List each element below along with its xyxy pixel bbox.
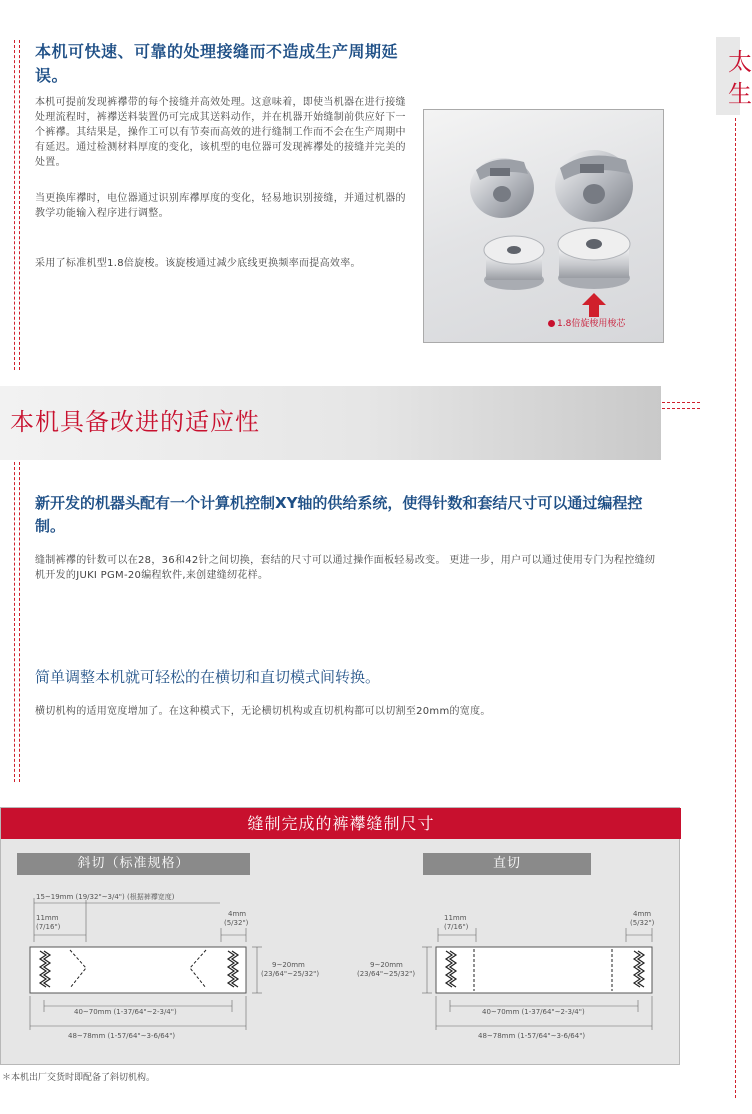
next-page-tab-char1: 太 [728, 48, 752, 76]
left-dim-width-inner: 40~70mm (1-37/64"~2-3/4") [74, 1008, 177, 1016]
bobbin-illustration [424, 110, 663, 342]
section1-para2: 当更换库襻时，电位器通过识别库襻厚度的变化，轻易地识别接缝，并通过机器的教学功能输入程序进行调整。 [35, 193, 406, 219]
guide-dash-left-mid-a [14, 462, 15, 782]
guide-dash-banner-a [662, 402, 700, 403]
section2-body: 缝制裤襻的针数可以在28，36和42针之间切换，套结的尺寸可以通过操作面板轻易改变。 更进一步，用户可以通过使用专门为程控缝纫机开发的JUKI PGM-20编程软件,来创建缝纫花样。 [35, 555, 656, 581]
photo-caption-text: 1.8倍旋梭用梭芯 [557, 319, 626, 329]
bullet-dot-icon [548, 320, 555, 327]
section3-heading: 简单调整本机就可轻松的在横切和直切模式间转换。 [35, 668, 381, 686]
right-dim-height: 9~20mm [370, 961, 403, 969]
spec-header [1, 808, 681, 839]
left-dim-height: 9~20mm [272, 961, 305, 969]
bobbin-case-small [470, 158, 534, 218]
footnote: ＊本机出厂交货时即配备了斜切机构。 [2, 1073, 156, 1083]
next-page-tab-char2: 生 [728, 80, 752, 108]
banner-title: 本机具备改进的适应性 [10, 408, 260, 436]
right-dim-width-outer: 48~78mm (1-57/64"~3-6/64") [478, 1032, 586, 1040]
section1-para3: 采用了标准机型1.8倍旋梭。该旋梭通过减少底线更换频率而提高效率。 [35, 258, 361, 269]
next-page-tab [716, 37, 752, 115]
left-dim-4mm-inch: (5/32") [224, 919, 249, 927]
guide-dash-left-top-a [14, 40, 15, 370]
section3-body: 横切机构的适用宽度增加了。在这种模式下，无论横切机构或直切机构都可以切割至20mm的宽度。 [35, 706, 491, 717]
right-dim-width-inner: 40~70mm (1-37/64"~2-3/4") [482, 1008, 585, 1016]
bobbin-small [484, 236, 544, 290]
red-arrow-icon [582, 293, 606, 317]
section2-heading: 新开发的机器头配有一个计算机控制XY轴的供给系统，使得针数和套结尺寸可以通过编程控制。 [35, 494, 643, 535]
left-dim-4mm: 4mm [228, 910, 247, 918]
section1-heading: 本机可快速、可靠的处理接缝而不造成生产周期延误。 [35, 42, 399, 85]
bobbin-large [558, 228, 630, 289]
right-dim-height-inch: (23/64"~25/32") [357, 970, 416, 978]
guide-dash-left-top-b [19, 40, 20, 370]
tab-straight-cut: 直切 [423, 853, 591, 875]
left-dim-height-inch: (23/64"~25/32") [261, 970, 320, 978]
guide-dash-left-mid-b [19, 462, 20, 782]
right-dim-4mm: 4mm [633, 910, 652, 918]
guide-dash-right [735, 118, 736, 1098]
left-dim-11mm-inch: (7/16") [36, 923, 61, 931]
section-banner [0, 386, 661, 460]
bobbin-case-large [555, 150, 633, 222]
spec-title: 缝制完成的裤襻缝制尺寸 [247, 814, 435, 833]
left-dim-width-outer: 48~78mm (1-57/64"~3-6/64") [68, 1032, 176, 1040]
guide-dash-banner-b [662, 408, 700, 409]
right-dim-11mm-inch: (7/16") [444, 923, 469, 931]
tab-diagonal-cut: 斜切（标准规格） [17, 853, 250, 875]
section1-para1: 本机可提前发现裤襻带的每个接缝并高效处理。这意味着，即使当机器在进行接缝处理流程时，裤襻送料装置仍可完成其送料动作，并在机器开始缝制前供应好下一个裤襻。其结果是，操作工可以有节奏而高效的进行缝制工作而不会在生产周期中有延迟。通过检测材料厚度的变化，该机型的电位器可发现裤襻处的接缝并完美的处置。 [35, 97, 406, 168]
right-dim-11mm: 11mm [444, 914, 467, 922]
left-dim-top: 15~19mm (19/32"~3/4") (根据裤襻宽度) [36, 893, 175, 901]
photo-caption [548, 318, 625, 330]
left-dim-11mm: 11mm [36, 914, 59, 922]
bobbin-photo [423, 109, 664, 343]
right-dim-4mm-inch: (5/32") [630, 919, 655, 927]
